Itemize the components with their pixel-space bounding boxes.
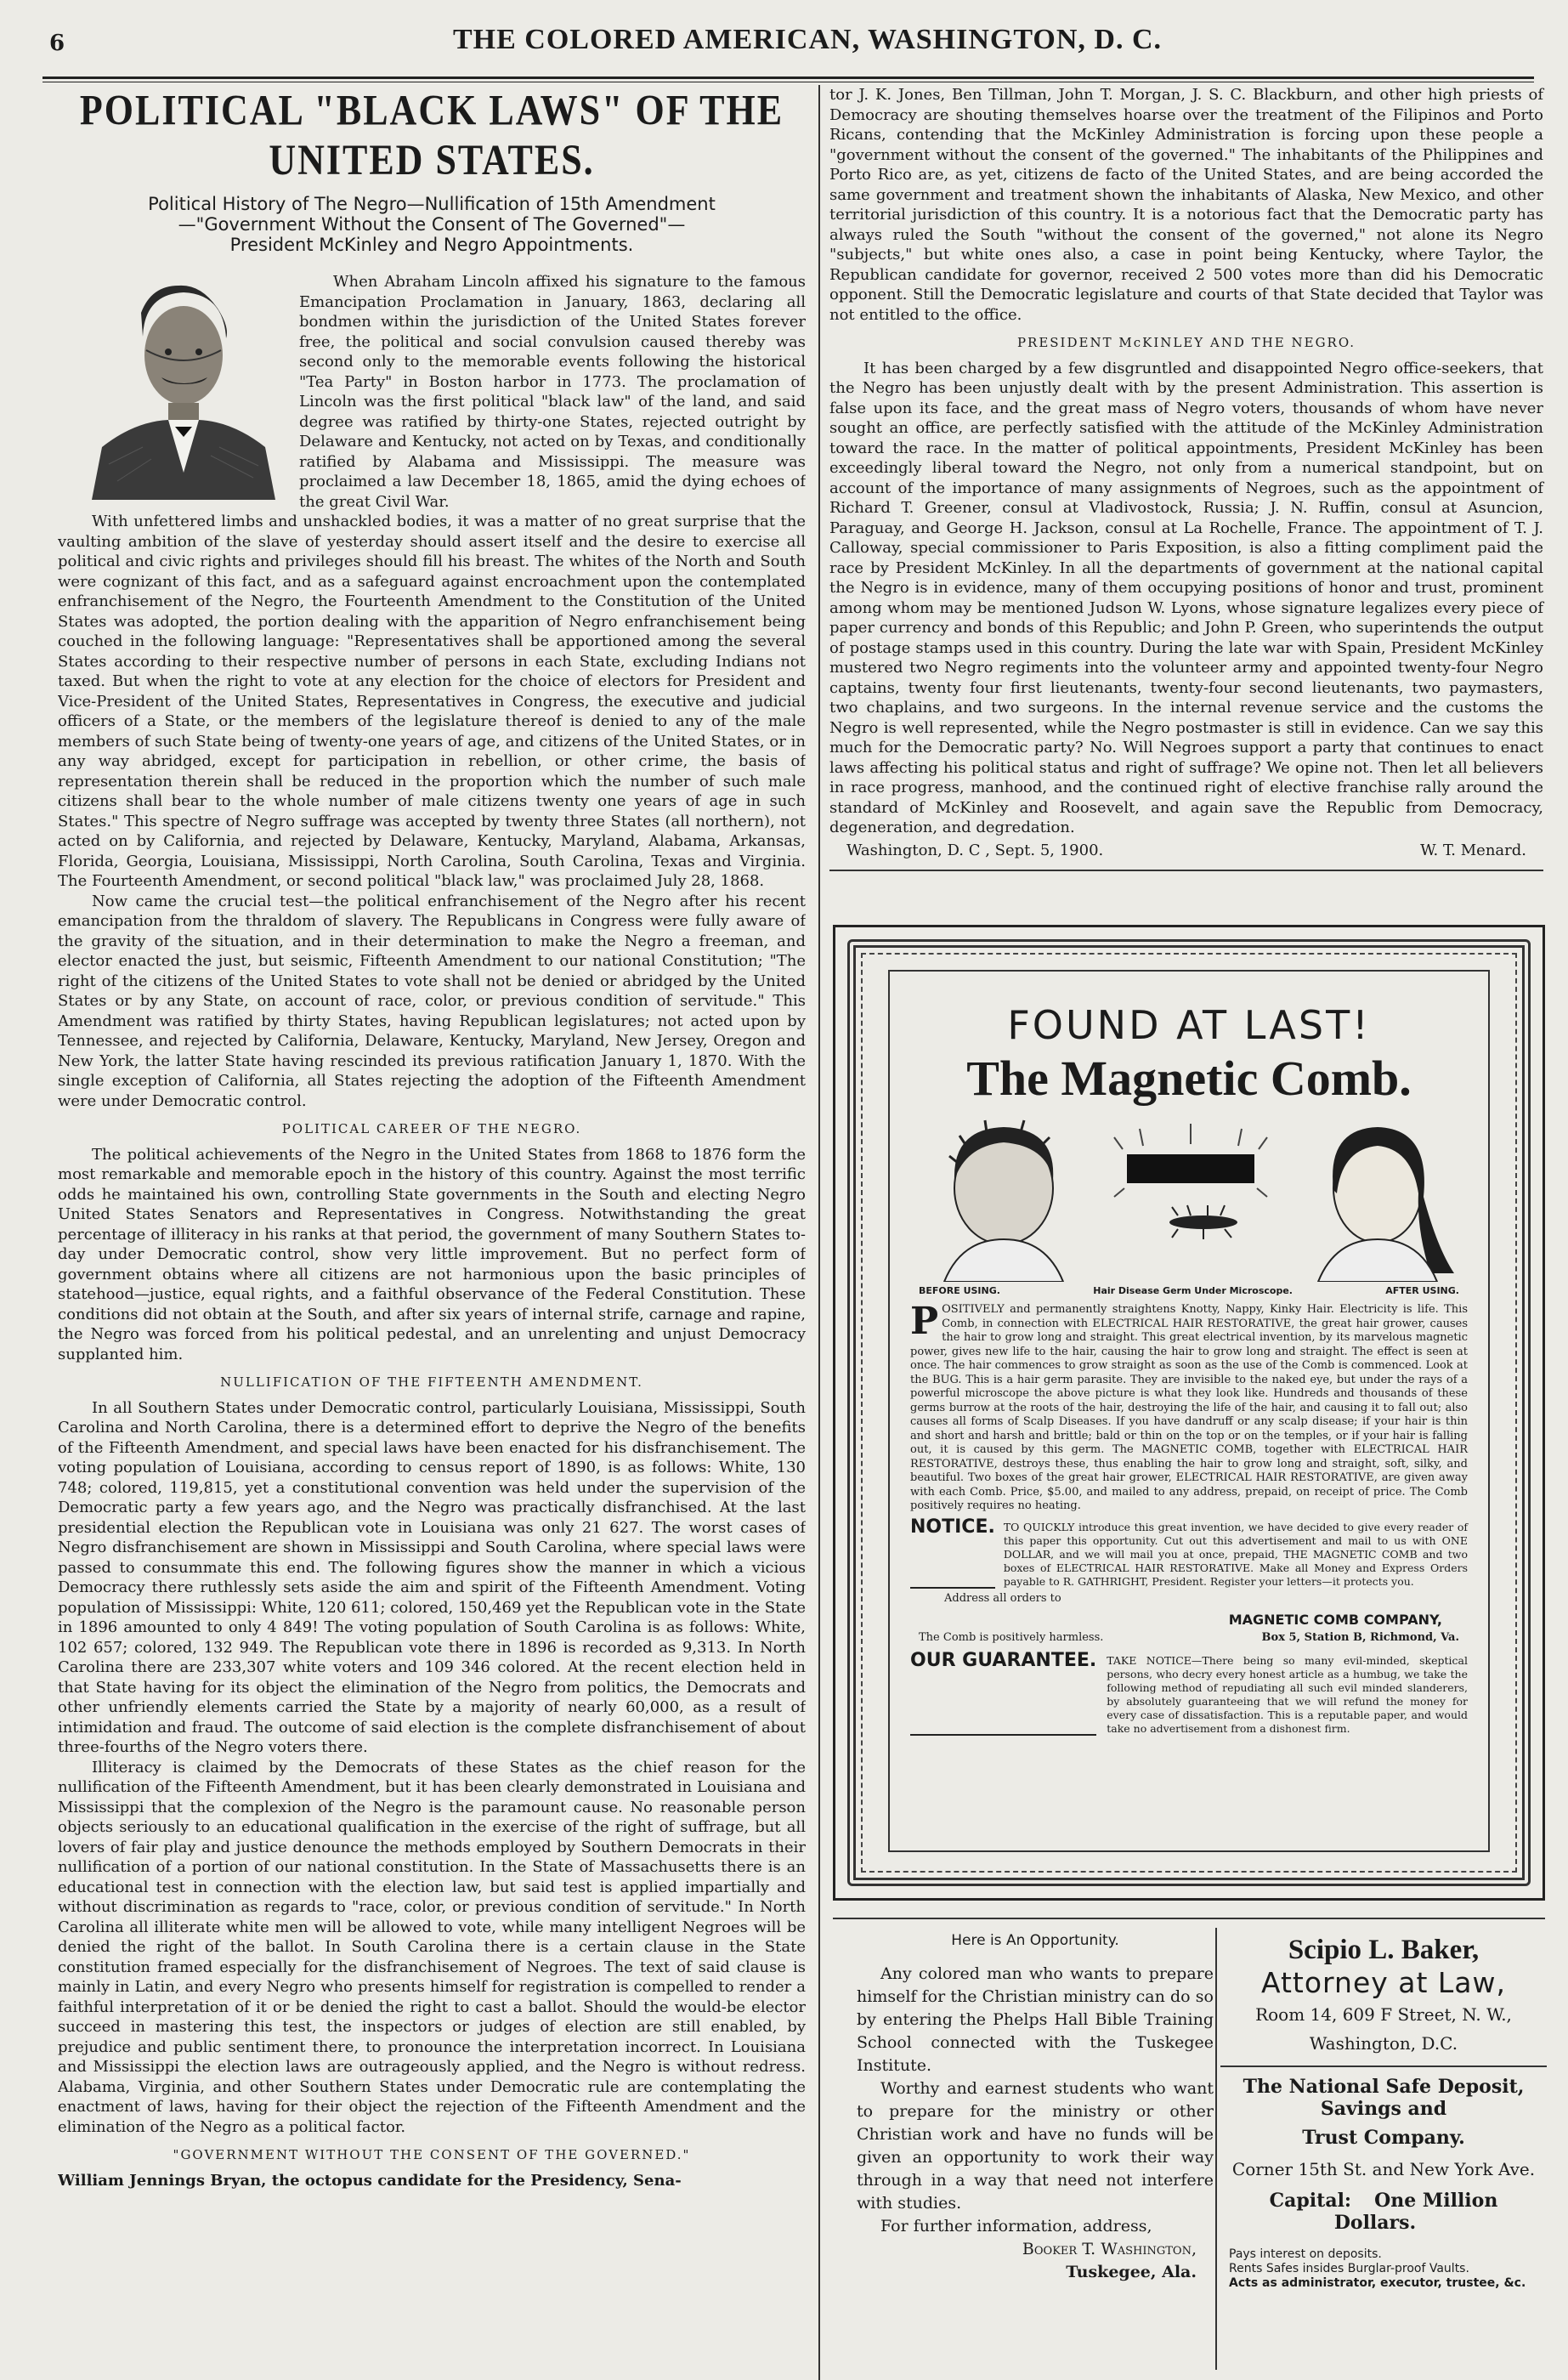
article-paragraph: Now came the crucial test—the political enfranchisement of the Negro after his recent emancipation from the thraldom of slavery. The Republicans in Congress were fully aware of the gravity of the situation, and in their determination to make the Negro a freeman, and elector enacted the just, but seismic, Fifteenth Amendment to our national Constitution; "The right of the citizens of the United States to vote shall not be denied or abridged by the United States or by any State, on account of race, color, or previous condition of servitude." This Amendment was ratified by thirty States, having Republican legislatures; not acted upon by Tennessee, and rejected by California, Delaware, Kentucky, Maryland, New Jersey, Oregon and New York, the latter State having rescinded its previous ratification January 1, 1870. With the single exception of California, all States rejecting the adoption of the Fifteenth Amendment were under Democratic control.: [58, 892, 806, 1110]
section-rule: [829, 870, 1543, 871]
ad-guarantee: [910, 1649, 1468, 1736]
article-headline: POLITICAL "BLACK LAWS" OF THE UNITED STATES.: [79, 92, 784, 184]
bank-note: Pays interest on deposits.: [1229, 2247, 1382, 2261]
ad-footer-line: [919, 1631, 1459, 1644]
opportunity-heading: Here is An Opportunity.: [951, 1932, 1119, 1949]
germ-icon: [1169, 1205, 1237, 1239]
page-number: 6: [49, 31, 65, 56]
bank-advertisement: [1220, 2076, 1547, 2291]
company-address: Box 5, Station B, Richmond, Va.: [1261, 1630, 1459, 1644]
company-name: MAGNETIC COMB COMPANY,: [1228, 1611, 1442, 1628]
section-heading: NULLIFICATION OF THE FIFTEENTH AMENDMENT.: [220, 1374, 643, 1390]
guarantee-text: TAKE NOTICE—There being so many evil-minded, skeptical persons, who decry every honest article as a humbug, we take the following method of repudiating all such evil minded slanderers, by absolutely guaranteeing that we will refund the money for every case of dissatisfaction. This is a reputable paper, and would take no advertisement from a dishonest firm.: [1107, 1653, 1468, 1735]
article-paragraph: Illiteracy is claimed by the Democrats of these States as the chief reason for the nullification of the Fifteenth Amendment, but it has been clearly demonstrated in Louisiana and Mississippi that the complexion of the Negro is the paramount cause. No reasonable person objects seriously to an educational qualification in the exercise of the right of suffrage, but all lovers of fair play and justice denounce the methods employed by Southern Democrats in their nullification of a portion of our national constitution. In the State of Massachusetts there is an educational test in connection with the election law, but said test is applied impartially and without discrimination as regards to "race, color, or previous condition of servitude." In North Carolina all illiterate white men will be allowed to vote, while many intelligent Negroes will be denied the right of the ballot. In South Carolina there is a certain clause in the State constitution framed especially for the disfranchisement of Negroes. The text of said clause is mainly in Latin, and every Negro who presents himself for registration is compelled to render a faithful interpretation of it or be denied the right to cast a ballot. Should the would-be elector succeed in mastering this test, the inspectors or judges of election are still enabled, by prejudice and public sentiment there, to pronounce the interpretation incorrect. In Louisiana and Mississippi the election laws are outrageously applied, and the Negro is without redress. Alabama, Virginia, and other Southern States under Democratic rule are contemplating the enactment of laws, having for their object the rejection of the Fifteenth Amendment and the elimination of the Negro as a political factor.: [58, 1758, 806, 2136]
opportunity-location: Tuskegee, Ala.: [1066, 2263, 1197, 2281]
article-paragraph: William Jennings Bryan, the octopus candidate for the Presidency, Sena-: [58, 2171, 682, 2190]
ad-description: OSITIVELY and permanently straightens Knotty, Nappy, Kinky Hair. Electricity is life. This Comb, in connection with ELECTRICAL HAIR RESTORATIVE, the great hair grower, causes the hair to grow long and straight. This great electrical invention, by its marvelous magnetic power, gives new life to the hair, causing the hair to grow long and straight. The effect is seen at once. The hair commences to grow straight as soon as the use of the Comb is commenced. Look at the BUG. This is a hair germ parasite. They are invisible to the naked eye, but under the rays of a powerful microscope the above picture is what they look like. Hundreds and thousands of these germs burrow at the roots of the hair, destroying the life of the hair, and causing it to fall out; also causes all forms of Scalp Diseases. If you have dandruff or any scalp disease; if your hair is thin and short and harsh and brittle; bald or thin on the top or on the temples, or if your hair is falling out, it is caused by this germ. The MAGNETIC COMB, together with ELECTRICAL HAIR RESTORATIVE, destroys these, thus enabling the hair to grow long and straight, soft, silky, and beautiful. Two boxes of the great hair grower, ELECTRICAL HAIR RESTORATIVE, are given away with each Comb. Price, $5.00, and mailed to any address, prepaid, on receipt of price. The Comb positively requires no heating.: [910, 1303, 1468, 1512]
section-heading: "GOVERNMENT WITHOUT THE CONSENT OF THE GOVERNED.": [173, 2147, 691, 2162]
bank-note: Acts as administrator, executor, trustee, &c.: [1229, 2276, 1526, 2290]
capital-value: One Million Dollars.: [1333, 2190, 1498, 2234]
ad-body-text: [910, 1300, 1468, 1514]
section-heading: PRESIDENT McKINLEY AND THE NEGRO.: [1016, 335, 1356, 350]
ad-title: FOUND AT LAST!: [1007, 1002, 1371, 1048]
attorney-address: Room 14, 609 F Street, N. W.,: [1255, 2004, 1512, 2025]
ad-product-name: The Magnetic Comb.: [966, 1051, 1412, 1106]
notice-heading: NOTICE.: [910, 1521, 995, 1589]
ad-illustration: [910, 1112, 1471, 1282]
author-portrait: [83, 277, 279, 500]
attorney-city: Washington, D.C.: [1309, 2033, 1458, 2054]
bank-note: Rents Safes insides Burglar-proof Vaults.: [1229, 2262, 1469, 2275]
drop-cap: P: [910, 1300, 939, 1343]
ad-notice: [910, 1516, 1468, 1589]
masthead: THE COLORED AMERICAN, WASHINGTON, D. C.: [452, 24, 1163, 55]
notice-text: TO QUICKLY introduce this great invention, we have decided to give every reader of this paper this opportunity. Cut out this advertisement and mail to us with ONE DOLLAR, and we will mail you at once, prepaid, THE MAGNETIC COMB and two boxes of ELECTRICAL HAIR RESTORATIVE. Make all Money and Express Orders payable to R. GATHRIGHT, President. Register your letters—it protects you.: [1003, 1520, 1468, 1588]
section-rule: [1220, 2066, 1547, 2067]
caption-before: BEFORE USING.: [919, 1285, 1000, 1296]
opportunity-signature: Booker T. Washington,: [1022, 2240, 1197, 2258]
article-paragraph: It has been charged by a few disgruntled and disappointed Negro office-seekers, that the Negro has been unjustly dealt with by the present Administration. This assertion is false upon its face, and the great mass of Negro voters, thousands of whom have never sought an office, are perfectly satisfied with the attitude of the McKinley Administration toward the race. In the matter of political appointments, President McKinley has been exceedingly liberal toward the Negro, not only from a numerical standpoint, but on account of the importance of many assignments of Negroes, such as the appointment of Richard T. Greener, consul at Vladivostock, Russia; J. N. Ruffin, consul at Asuncion, Paraguay, and George H. Jackson, consul at La Rochelle, France. The appointment of T. J. Calloway, special commissioner to Paris Exposition, is also a fitting compliment paid the race by President McKinley. In all the departments of government at the national capital the Negro is in evidence, many of them occupying positions of honor and trust, prominent among whom may be mentioned Judson W. Lyons, whose signature legalizes every piece of paper currency and bonds of this Republic; and John P. Green, who superintends the output of postage stamps used in this country. During the late war with Spain, President McKinley mustered two Negro regiments into the volunteer army and appointed twenty-four Negro captains, twenty four first lieutenants, twenty-four second lieutenants, two paymasters, two chaplains, and two surgeons. In the internal revenue service and the customs the Negro is well represented, while the Negro postmaster is still in evidence. Can we say this much for the Democratic party? No. Will Negroes support a party that continues to enact laws affecting his political status and right of suffrage? We opine not. Then let all believers in race progress, manhood, and the continued right of elective franchise rally around the standard of McKinley and Roosevelt, and again save the Republic from Democracy, degeneration, and degredation.: [829, 359, 1543, 836]
attorney-title: Attorney at Law,: [1260, 1966, 1507, 1999]
section-heading: POLITICAL CAREER OF THE NEGRO.: [281, 1121, 582, 1136]
after-head-icon: [1318, 1127, 1454, 1282]
subhead-line: —"Government Without the Consent of The Governed"—: [178, 214, 686, 235]
article-subhead: [58, 194, 806, 255]
attorney-name: Scipio L. Baker,: [1288, 1935, 1480, 1965]
article-paragraph: The political achievements of the Negro in the United States from 1868 to 1876 form the most remarkable and memorable epoch in the history of this country. Against the most terrific odds he maintained his own, controlling State governments in the South and electing Negro United States Senators and Representatives in Congress. Notwithstanding the great percentage of illiteracy in his ranks at that period, the government of many Southern States to-day under Democratic control, show very little improvement. But no perfect form of government obtains where all citizens are not harmonious upon the basic principles of statehood—justice, equal rights, and a faithful observance of the Federal Constitution. These conditions did not obtain at the South, and after six years of internal strife, carnage and rapine, the Negro was forced from his political pedestal, and an unrelenting and unjust Democracy supplanted him.: [58, 1145, 806, 1363]
article-paragraph: When Abraham Lincoln affixed his signature to the famous Emancipation Proclamation in January, 1863, declaring all bondmen within the jurisdiction of the United States forever free, the political and social convulsion caused thereby was second only to the memorable events following the historical "Tea Party" in Boston harbor in 1773. The proclamation of Lincoln was the first political "black law" of the land, and said degree was ratified by thirty-one States, rejected outright by Delaware and Kentucky, not acted on by Texas, and conditionally ratified by Alabama and Mississippi. The measure was proclaimed a law December 18, 1865, amid the dying echoes of the great Civil War.: [299, 273, 806, 511]
attorney-card: [1220, 1930, 1547, 2291]
bank-notes: [1229, 2247, 1538, 2291]
article-right-column: [829, 85, 1543, 871]
subhead-line: President McKinley and Negro Appointments.: [229, 235, 634, 255]
capital-label: Capital:: [1269, 2190, 1352, 2212]
article-left-column: [58, 92, 806, 2370]
before-head-icon: [944, 1120, 1063, 1282]
article-paragraph: tor J. K. Jones, Ben Tillman, John T. Morgan, J. S. C. Blackburn, and other high priests of Democracy are shouting themselves hoarse over the treatment of the Filipinos and Porto Ricans, contending that the McKinley Administration is forcing upon these people a "government without the consent of the governed." The inhabitants of the Philippines and Porto Rico are, as yet, citizens de facto of the United States, and are being accorded the same government and treatment shown the inhabitants of Alaska, New Mexico, and other territorial jurisdiction of this country. It is a notorious fact that the Democratic party has always ruled the South "without the consent of the governed," not alone its Negro "subjects," but white ones also, a case in point being Kentucky, where Taylor, the Republican candidate for governor, received 2 500 votes more than did his Democratic opponent. Still the Democratic legislature and courts of that State decided that Taylor was not entitled to the office.: [829, 86, 1543, 324]
caption-germ: Hair Disease Germ Under Microscope.: [1093, 1285, 1293, 1296]
masthead-rule: [42, 76, 1534, 79]
address-label: Address all orders to: [944, 1591, 1061, 1605]
article-body-continued: [829, 85, 1543, 838]
bank-address: Corner 15th St. and New York Ave.: [1231, 2159, 1536, 2179]
article-signoff: [846, 842, 1526, 859]
caption-after: AFTER USING.: [1385, 1285, 1459, 1296]
article-paragraph: In all Southern States under Democratic control, particularly Louisiana, Mississippi, South Carolina and North Carolina, there is a determined effort to deprive the Negro of the benefits of the Fifteenth Amendment, and special laws have been enacted for his disfranchisement. The voting population of Louisiana, according to census report of 1890, is as follows: White, 130 748; colored, 119,815, yet a constitutional convention was held under the supervision of the Democratic party a few years ago, and the Negro was practically disfranchised. At the last presidential election the Republican vote in Louisiana was only 21 627. The worst cases of Negro disfranchisement are shown in Mississippi and South Carolina, where special laws were passed to consummate this end. The following figures show the manner in which a vicious Democracy there ruthlessly sets aside the aim and spirit of the Fifteenth Amendment. Voting population of Mississippi: White, 120 611; colored, 150,469 yet the Republican vote in the State in 1896 amounted to only 4 849! The voting population of South Carolina is as follows: White, 102 657; colored, 132 949. The Republican vote there in 1896 is recorded as 9,313. In North Carolina there are 233,307 white voters and 109 346 colored. At the recent election held in that State having for its object the elimination of the Negro from politics, the Democrats and other unfriendly elements carried the State by a majority of nearly 60,000, as a result of intimidation and fraud. The outcome of said election is the complete disfranchisement of about three-fourths of the Negro voters there.: [58, 1398, 806, 1756]
harmless-note: The Comb is positively harmless.: [919, 1630, 1104, 1644]
author-name: W. T. Menard.: [1420, 841, 1526, 859]
opportunity-paragraph: Any colored man who wants to prepare himself for the Christian ministry can do so by entering the Phelps Hall Bible Training School connected with the Tuskegee Institute.: [857, 1964, 1214, 2075]
opportunity-notice: [857, 1930, 1214, 2284]
guarantee-heading: OUR GUARANTEE.: [910, 1654, 1096, 1736]
ad-content: [888, 970, 1490, 1852]
column-divider: [818, 85, 820, 2380]
dateline: Washington, D. C , Sept. 5, 1900.: [846, 841, 1104, 859]
subhead-line: Political History of The Negro—Nullification of 15th Amendment: [148, 194, 716, 214]
box-divider: [1215, 1928, 1217, 2370]
bank-name: The National Safe Deposit, Savings and: [1243, 2076, 1525, 2120]
opportunity-paragraph: For further information, address,: [880, 2217, 1152, 2236]
article-paragraph: With unfettered limbs and unshackled bodies, it was a matter of no great surprise that the vaulting ambition of the slave of yesterday should assert itself and the desire to exercise all political and civic rights and privileges should fill his breast. The whites of the North and South were cognizant of this fact, and as a safeguard against encroachment upon the contemplated enfranchisement of the Negro, the Fourteenth Amendment to the Constitution of the United States was adopted, the portion dealing with the apparition of Negro enfranchisement being couched in the following language: "Representatives shall be apportioned among the several States according to their respective number of persons in each State, excluding Indians not taxed. But when the right to vote at any election for the choice of electors for President and Vice-President of the United States, Representatives in Congress, the executive and judicial officers of a State, or the members of the legislature thereof is denied to any of the male members of such State being of twenty-one years of age, and citizens of the United States, or in any way abridged, except for participation in rebellion, or other crime, the basis of representation therein shall be reduced in the proportion which the number of such male citizens shall bear to the whole number of male citizens twenty one years of age in such States." This spectre of Negro suffrage was accepted by twenty three States (all northern), not acted on by California, and rejected by Delaware, Kentucky, Maryland, Alabama, Arkansas, Florida, Georgia, Louisiana, Mississippi, North Carolina, South Carolina, Texas and Virginia. The Fourteenth Amendment, or second political "black law," was proclaimed July 28, 1868.: [58, 513, 806, 890]
comb-icon: [1114, 1124, 1267, 1197]
ad-captions: [919, 1285, 1459, 1296]
article-body: [58, 272, 806, 2190]
magnetic-comb-advertisement: [833, 925, 1545, 1901]
opportunity-paragraph: Worthy and earnest students who want to prepare for the ministry or other Christian work and have no funds will be given an opportunity to work their way through in a way that need not interfere with studies.: [857, 2079, 1214, 2213]
section-rule: [833, 1918, 1545, 1919]
bank-name-cont: Trust Company.: [1302, 2127, 1465, 2149]
bank-capital: [1220, 2190, 1547, 2234]
